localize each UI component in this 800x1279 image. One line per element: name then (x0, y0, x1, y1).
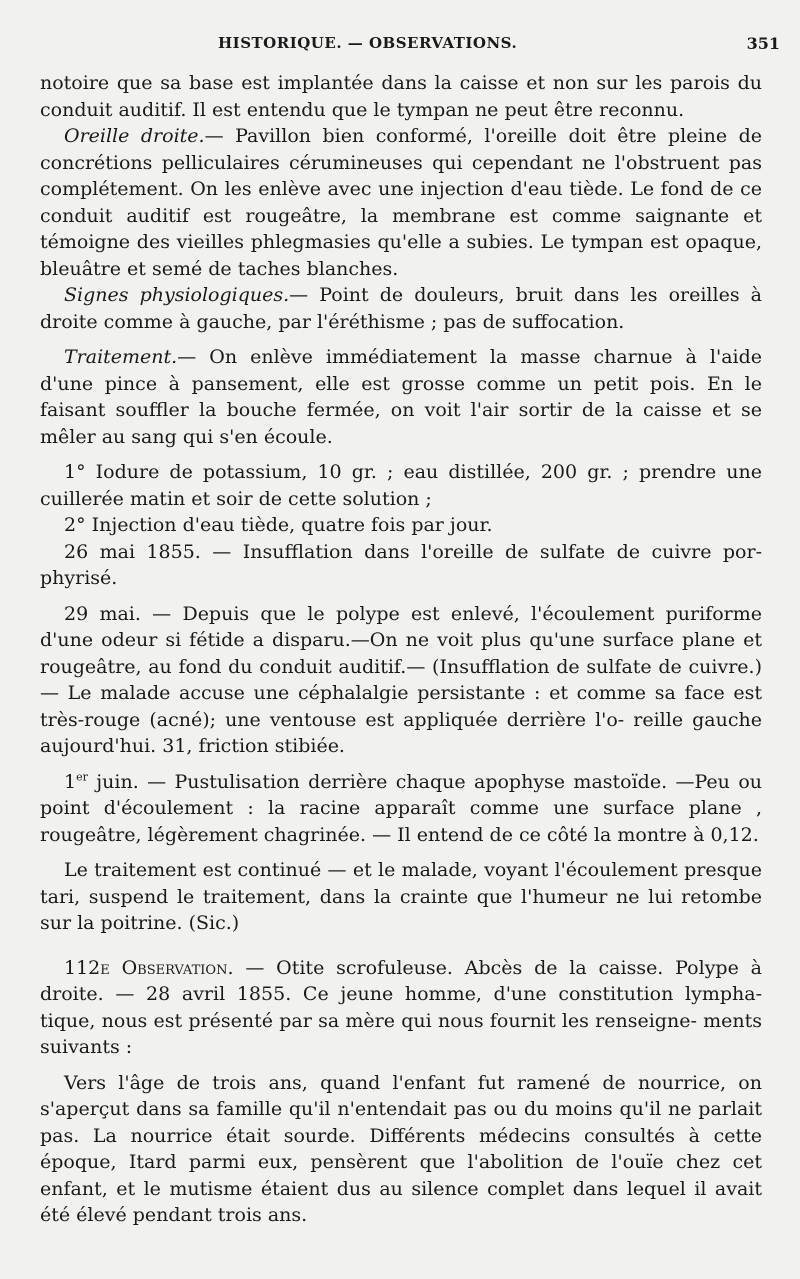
page-number: 351 (746, 34, 780, 53)
paragraph: 2° Injection d'eau tiède, quatre fois par jour. (64, 514, 493, 536)
observation-heading-paragraph: 112e Observation. — Otite scrofuleuse. Abcès de la caisse. Polype à droite. — 28 avril 1855. Ce jeune homme, d'une constitution lympha- tique, nous est présenté par sa mère qui nous fournit les renseigne- ments suivants : (40, 956, 762, 1058)
paragraph: Signes physiologiques.— Point de douleurs, bruit dans les oreilles à droite comme à gauche, par l'éréthisme ; pas de suffocation. (40, 284, 762, 333)
paragraph: 1° Iodure de potassium, 10 gr. ; eau distillée, 200 gr. ; prendre une cuillerée matin et soir de cette solution ; (40, 461, 762, 510)
section-lead: Signes physiologiques. (64, 284, 290, 306)
paragraph: notoire que sa base est implantée dans la caisse et non sur les parois du conduit auditif. Il est entendu que le tympan ne peut être reconnu. (40, 72, 763, 121)
paragraph: Vers l'âge de trois ans, quand l'enfant fut ramené de nourrice, on s'aperçut dans sa famille qu'il n'entendait pas ou du moins qu'il ne parlait pas. La nourrice était sourde. Différents médecins consultés à cette époque, Itard parmi eux, pensèrent que l'abolition de l'ouïe chez cet enfant, et le mutisme étaient dus au silence complet dans lequel il avait été élevé pendant trois ans. (40, 1071, 762, 1226)
paragraph: Le traitement est continué — et le malade, voyant l'écoulement presque tari, suspend le traitement, dans la crainte que l'humeur ne lui retombe sur la poitrine. (Sic.) (40, 859, 762, 934)
paragraph: Traitement.— On enlève immédiatement la masse charnue à l'aide d'une pince à pansement, elle est grosse comme un petit pois. En le faisant souffler la bouche fermée, on voit l'air sortir de la caisse et se mêler au sang qui s'en écoule. (40, 346, 762, 448)
page-body (40, 70, 762, 1229)
paragraph: 29 mai. — Depuis que le polype est enlevé, l'écoulement puriforme d'une odeur si fétide a disparu.—On ne voit plus qu'une surface plane et rougeâtre, au fond du conduit auditif.— (Insufflation de sulfate de cuivre.) — Le malade accuse une céphalalgie persistante : et comme sa face est très-rouge (acné); une ventouse est appliquée derrière l'o- reille gauche aujourd'hui. 31, friction stibiée. (40, 602, 762, 757)
observation-title: 112e Observation. (64, 956, 234, 979)
page-header (40, 32, 780, 58)
section-lead: Oreille droite. (64, 125, 205, 147)
section-lead: Traitement. (64, 346, 178, 368)
paragraph: Oreille droite.— Pavillon bien conformé, l'oreille doit être pleine de concrétions pelliculaires cérumineuses qui cependant ne l'obstruent pas complétement. On les enlève avec une injection d'eau tiède. Le fond de ce conduit auditif est rougeâtre, la membrane est comme saignante et témoigne des vieilles phlegmasies qu'elle a subies. Le tympan est opaque, bleuâtre et semé de taches blanches. (40, 125, 762, 280)
paragraph: 26 mai 1855. — Insufflation dans l'oreille de sulfate de cuivre por- phyrisé. (40, 540, 762, 589)
running-title: HISTORIQUE. — OBSERVATIONS. (218, 34, 518, 52)
paragraph: 1er juin. — Pustulisation derrière chaque apophyse mastoïde. —Peu ou point d'écoulement : la racine apparaît comme une surface plane , rougeâtre, légèrement chagrinée. — Il entend de ce côté la montre à 0,12. (40, 770, 762, 846)
